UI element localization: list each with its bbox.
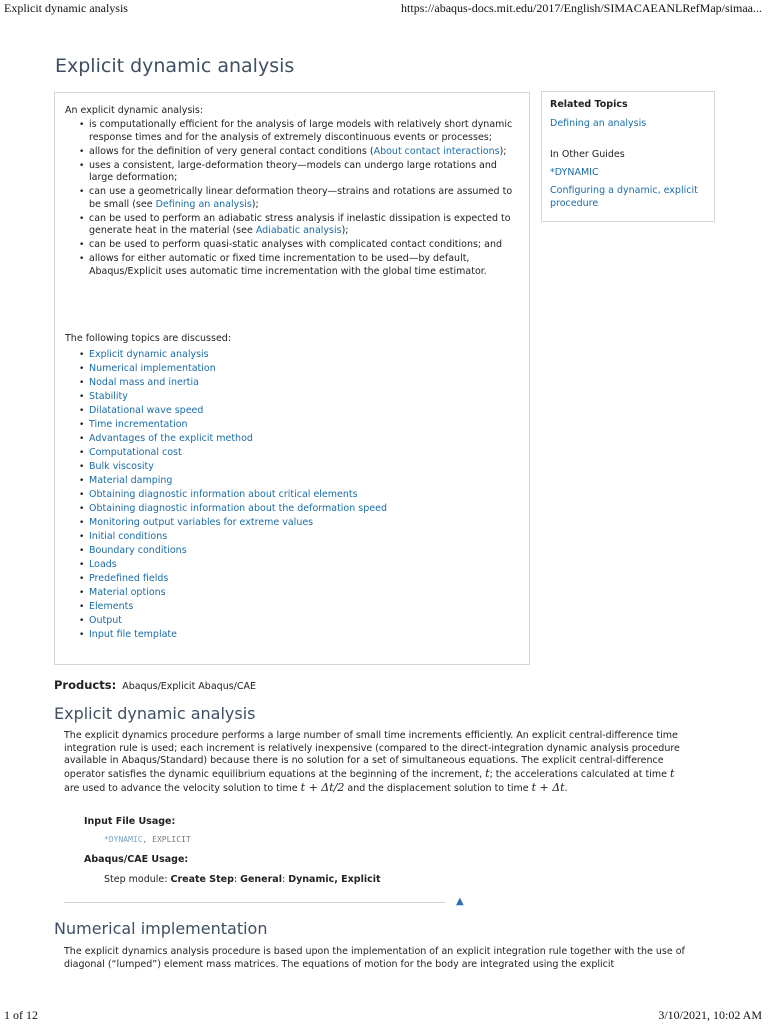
topic-item [77, 531, 517, 544]
topic-item [77, 475, 517, 488]
feature-item: • uses a consistent, large-deformation theory—models can undergo large rotations and large deformation; [77, 160, 517, 185]
summary-intro: An explicit dynamic analysis: [65, 105, 204, 116]
math-t: t [485, 767, 490, 781]
section-paragraph: The explicit dynamics procedure performs a large number of small time increments efficiently. An explicit central-difference time integration rule is used; each increment is relatively inexpensive (compared to the direct-integration dynamic analysis procedure available in Abaqus/Standard) because there is no solution for a set of simultaneous equations. The explicit central-difference operator satisfies the dynamic equilibrium equations at the beginning of the increment, t; the accelerations calculated at time t are used to advance the velocity solution to time t + Δt/2 and the displacement solution to time t + Δt. [64, 730, 680, 794]
topic-item [77, 545, 517, 558]
products-label: Products: [54, 678, 117, 692]
section-paragraph: The explicit dynamics analysis procedure is based upon the implementation of an explicit integration rule together with the use of diagonal (“lumped”) element mass matrices. The equations of motion for the body are integrated using the explicit [64, 946, 685, 970]
feature-item: • allows for either automatic or fixed time incrementation to be used—by default, Abaqus/Explicit uses automatic time incrementation with the global time estimator. [77, 253, 517, 278]
related-topics-heading: Related Topics [550, 99, 628, 110]
topic-link[interactable]: Input file template [89, 629, 177, 640]
topic-link[interactable]: Time incrementation [89, 419, 188, 430]
topic-link[interactable]: Nodal mass and inertia [89, 377, 199, 388]
page-title: Explicit dynamic analysis [55, 55, 295, 77]
topic-link[interactable]: Bulk viscosity [89, 461, 154, 472]
topic-link[interactable]: Initial conditions [89, 531, 168, 542]
topic-item [77, 391, 517, 404]
print-footer-page: 1 of 12 [4, 1008, 38, 1022]
math-t-half-dt: t + Δt/2 [300, 780, 345, 794]
other-guides-heading: In Other Guides [550, 149, 625, 160]
products-line [54, 678, 256, 692]
feature-item: • allows for the definition of very general contact conditions (About contact interactions); [77, 146, 517, 159]
topic-item [77, 587, 517, 600]
feature-item: • can be used to perform quasi-static analyses with complicated contact conditions; and [77, 239, 517, 252]
topic-link[interactable]: Numerical implementation [89, 363, 216, 374]
related-link-dynamic[interactable]: *DYNAMIC [550, 167, 599, 178]
topic-item [77, 601, 517, 614]
topic-link[interactable]: Obtaining diagnostic information about the deformation speed [89, 503, 387, 514]
math-t-dt: t + Δt [531, 780, 565, 794]
print-footer-datetime: 3/10/2021, 10:02 AM [658, 1008, 762, 1022]
print-header [0, 0, 768, 18]
topic-item [77, 349, 517, 362]
related-link-defining-an-analysis[interactable]: Defining an analysis [550, 118, 647, 129]
topic-item [77, 489, 517, 502]
related-link-configuring-dynamic-explicit[interactable]: Configuring a dynamic, explicit procedure [550, 185, 698, 209]
topic-item [77, 377, 517, 390]
topic-item [77, 419, 517, 432]
topic-link[interactable]: Predefined fields [89, 573, 169, 584]
topic-item [77, 615, 517, 628]
topic-link[interactable]: Material damping [89, 475, 173, 486]
topic-item [77, 559, 517, 572]
section-divider [64, 902, 445, 903]
topic-item [77, 503, 517, 516]
topic-item [77, 363, 517, 376]
topic-link[interactable]: Explicit dynamic analysis [89, 349, 209, 360]
link-adiabatic-analysis[interactable]: Adiabatic analysis [255, 225, 342, 236]
section-heading-explicit-dynamic-analysis: Explicit dynamic analysis [54, 704, 256, 723]
feature-item: • can be used to perform an adiabatic stress analysis if inelastic dissipation is expected to generate heat in the material (see Adiabatic analysis); [77, 213, 517, 238]
feature-item: • is computationally efficient for the analysis of large models with relatively short dynamic response times and for the analysis of extremely discontinuous events or processes; [77, 119, 517, 144]
topics-intro: The following topics are discussed: [65, 333, 232, 344]
back-to-top-icon[interactable]: ▲ [456, 896, 464, 907]
topic-link[interactable]: Advantages of the explicit method [89, 433, 253, 444]
link-about-contact-interactions[interactable]: About contact interactions [373, 145, 500, 157]
related-topics-box [541, 91, 715, 222]
topic-item [77, 405, 517, 418]
cae-usage-step: Step module: Create Step: General: Dynamic, Explicit [104, 874, 381, 885]
topic-item [77, 433, 517, 446]
math-t: t [669, 767, 675, 781]
input-file-usage-label: Input File Usage: [84, 816, 176, 827]
topic-link[interactable]: Output [89, 615, 122, 626]
topic-link[interactable]: Stability [89, 391, 128, 402]
feature-item: • can use a geometrically linear deformation theory—strains and rotations are assumed to be small (see Defining an analysis); [77, 186, 517, 211]
topic-link[interactable]: Boundary conditions [89, 545, 187, 556]
topic-item [77, 629, 517, 642]
section-heading-numerical-implementation: Numerical implementation [54, 919, 268, 938]
topic-item [77, 461, 517, 474]
print-header-title: Explicit dynamic analysis [4, 1, 128, 15]
topic-item [77, 573, 517, 586]
products-value: Abaqus/Explicit Abaqus/CAE [122, 681, 256, 692]
topic-link[interactable]: Material options [89, 587, 166, 598]
link-defining-an-analysis[interactable]: Defining an analysis [155, 198, 252, 210]
dynamic-keyword-link[interactable]: *DYNAMIC [104, 835, 143, 844]
topic-summary-box [54, 92, 530, 665]
print-header-url: https://abaqus-docs.mit.edu/2017/English/SIMACAEANLRefMap/simaa... [401, 1, 762, 15]
topic-link[interactable]: Obtaining diagnostic information about critical elements [89, 489, 358, 500]
topic-link[interactable]: Computational cost [89, 447, 182, 458]
topic-link[interactable]: Elements [89, 601, 134, 612]
topic-item [77, 447, 517, 460]
feature-list [77, 119, 517, 280]
topic-item [77, 517, 517, 530]
topic-link[interactable]: Monitoring output variables for extreme values [89, 517, 314, 528]
topic-link[interactable]: Loads [89, 559, 117, 570]
input-file-usage-code: *DYNAMIC, EXPLICIT [104, 835, 191, 844]
topic-list [77, 349, 517, 643]
print-footer [0, 1006, 768, 1024]
topic-link[interactable]: Dilatational wave speed [89, 405, 204, 416]
cae-usage-label: Abaqus/CAE Usage: [84, 854, 189, 865]
